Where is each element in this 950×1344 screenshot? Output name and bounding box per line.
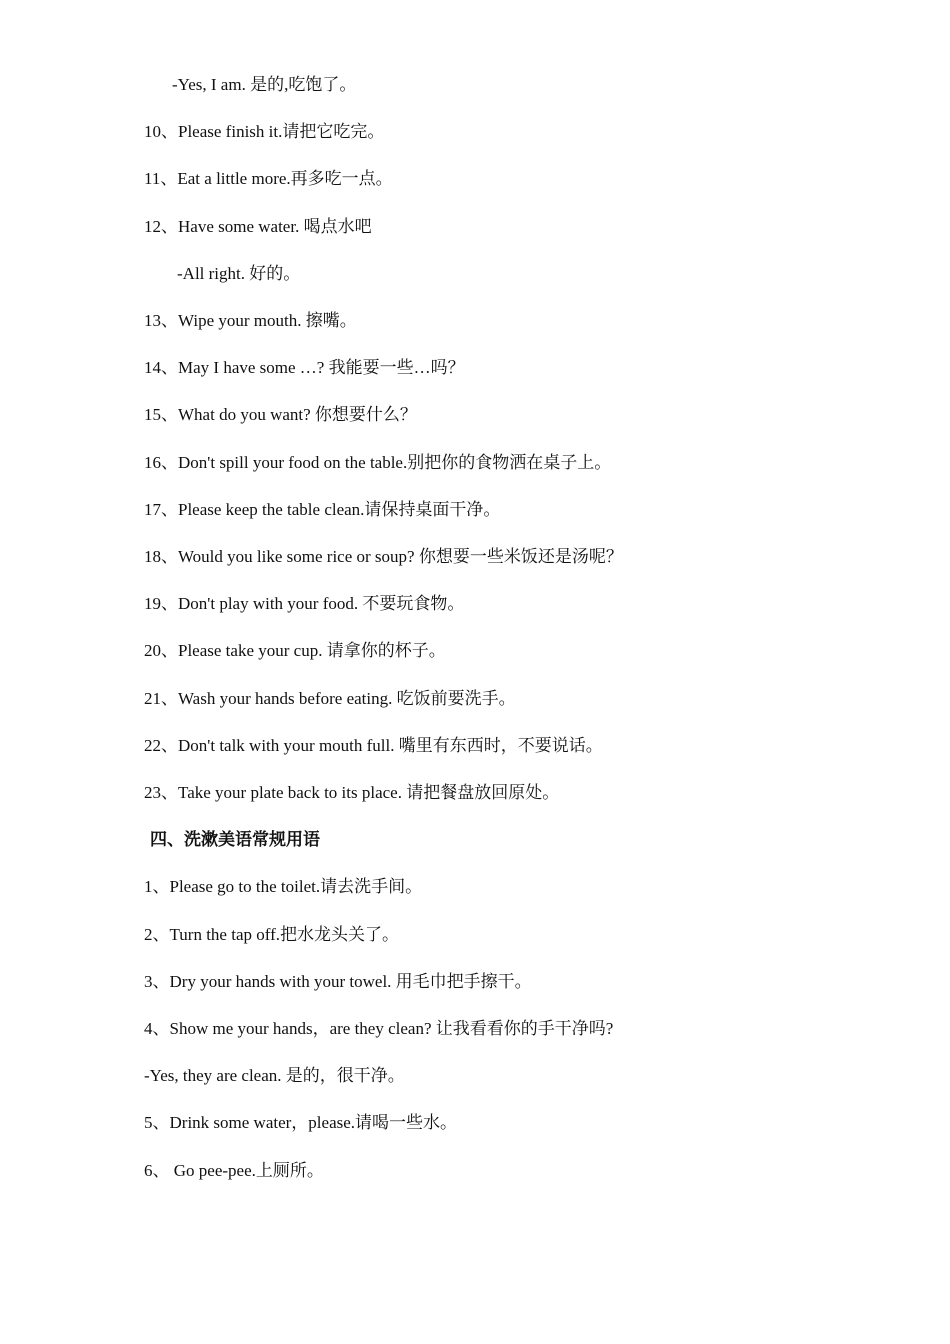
phrase-line: 2、Turn the tap off.把水龙头关了。 (144, 925, 399, 944)
phrase-line: 4、Show me your hands，are they clean? 让我看看你的手干净吗? (144, 1019, 614, 1038)
phrase-line: 20、Please take your cup. 请拿你的杯子。 (144, 641, 446, 660)
phrase-line: 1、Please go to the toilet.请去洗手间。 (144, 877, 423, 896)
phrase-line: 11、Eat a little more.再多吃一点。 (144, 169, 393, 188)
phrase-line: 10、Please finish it.请把它吃完。 (144, 122, 385, 141)
phrase-line: 22、Don't talk with your mouth full. 嘴里有东西时，不要说话。 (144, 736, 603, 755)
phrase-line: 23、Take your plate back to its place. 请把餐盘放回原处。 (144, 783, 560, 802)
phrase-line: 18、Would you like some rice or soup? 你想要一些米饭还是汤呢？ (144, 547, 623, 566)
phrase-line: 6、 Go pee-pee.上厕所。 (144, 1161, 324, 1180)
phrase-line: 17、Please keep the table clean.请保持桌面干净。 (144, 500, 501, 519)
section-heading: 四、洗漱美语常规用语 (150, 830, 320, 849)
phrase-line: 13、Wipe your mouth. 擦嘴。 (144, 311, 357, 330)
phrase-line: 5、Drink some water，please.请喝一些水。 (144, 1113, 458, 1132)
phrase-line: 19、Don't play with your food. 不要玩食物。 (144, 594, 465, 613)
phrase-line: 16、Don't spill your food on the table.别把你的食物洒在桌子上。 (144, 453, 612, 472)
phrase-line: 12、Have some water. 喝点水吧 (144, 217, 372, 236)
phrase-line: 3、Dry your hands with your towel. 用毛巾把手擦干。 (144, 972, 532, 991)
dialogue-reply: -Yes, they are clean. 是的，很干净。 (144, 1066, 405, 1085)
dialogue-reply: -Yes, I am. 是的,吃饱了。 (172, 75, 357, 94)
phrase-line: 15、What do you want? 你想要什么？ (144, 405, 417, 424)
dialogue-reply: -All right. 好的。 (177, 264, 301, 283)
phrase-line: 21、Wash your hands before eating. 吃饭前要洗手。 (144, 689, 516, 708)
phrase-line: 14、May I have some …? 我能要一些…吗？ (144, 358, 465, 377)
